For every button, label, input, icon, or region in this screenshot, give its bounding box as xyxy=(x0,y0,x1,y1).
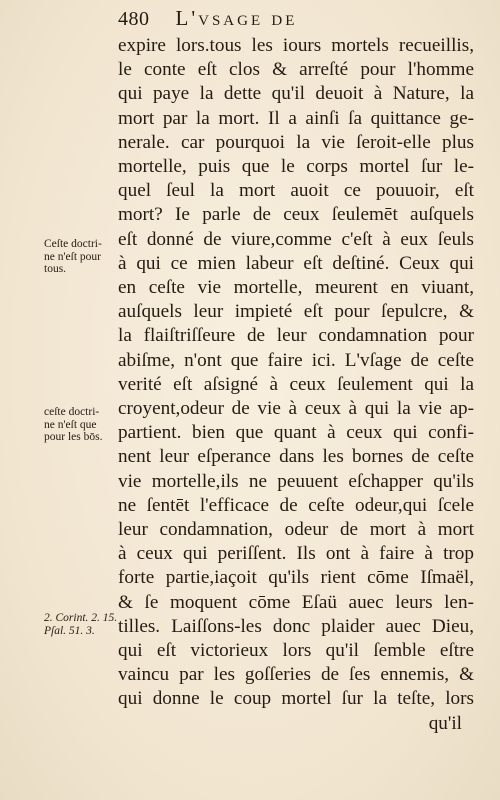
margin-note-citation xyxy=(44,612,126,637)
margin-note-line: ne n'eſt pour xyxy=(44,250,102,263)
text-line: abiſme, n'ont que faire ici. L'vſage de ceſte xyxy=(118,349,474,371)
text-line: vie mortelle,ils ne peuuent eſchapper qu'ils xyxy=(118,470,474,492)
margin-note-line: Pſal. 51. 3. xyxy=(44,624,95,637)
text-line: nent leur eſperance dans les bornes de ceſte xyxy=(118,446,474,468)
text-line: qui donne le coup mortel ſur la teſte, lors xyxy=(118,688,474,710)
text-line: mortelle, puis que le corps mortel ſur le- xyxy=(118,156,474,178)
text-line: croyent,odeur de vie à ceux à qui la vie ap- xyxy=(118,398,474,420)
text-line: partient. bien que quant à ceux qui confi- xyxy=(118,422,474,444)
text-line: le conte eſt clos & arreſté pour l'homme xyxy=(118,59,474,81)
text-line: leur condamnation, odeur de mort à mort xyxy=(118,519,474,541)
text-line: vaincu par les goſſeries de ſes ennemis, & xyxy=(118,664,474,686)
text-line: & ſe moquent cōme Eſaü auec leurs len- xyxy=(118,591,474,613)
text-line: nerale. car pourquoi la vie ſeroit-elle plus xyxy=(118,131,474,153)
text-line: en ceſte vie mortelle, meurent en viuant, xyxy=(118,277,474,299)
text-line: à qui ce mien labeur eſt deſtiné. Ceux qui xyxy=(118,252,474,274)
margin-note-line: ne n'eſt que xyxy=(44,418,97,431)
text-line: ne ſentēt l'efficace de ceſte odeur,qui ſcele xyxy=(118,494,474,516)
text-line: verité eſt aſsigné à ceux ſeulement qui la xyxy=(118,373,474,395)
text-line: eſt donné de viure,comme c'eſt à eux ſeuls xyxy=(118,228,474,250)
text-line: auſquels leur impieté eſt pour ſepulcre, & xyxy=(118,301,474,323)
text-line: qui paye la dette qu'il deuoit à Nature, la xyxy=(118,83,474,105)
margin-note xyxy=(44,406,126,444)
text-line: quel ſeul la mort auoit ce pouuoir, eſt xyxy=(118,180,474,202)
text-line: expire lors.tous les iours mortels recueillis, xyxy=(118,35,474,56)
catchword: qu'il xyxy=(428,712,462,734)
page-header xyxy=(118,6,470,34)
margin-note-line: pour les bōs. xyxy=(44,431,103,443)
text-line: forte partie,iaçoit qu'ils rient cōme Iſmaël, xyxy=(118,567,474,589)
text-line: mort? Ie parle de ceux ſeulemēt auſquels xyxy=(118,204,474,226)
text-line: tilles. Laiſſons-les donc plaider auec Dieu, xyxy=(118,615,474,637)
margin-note-line: tous. xyxy=(44,263,67,275)
text-line: mort par la mort. Il a ainſi ſa quittance ge- xyxy=(118,107,474,129)
text-line: la flaiſtriſſeure de leur condamnation pour xyxy=(118,325,474,347)
text-line: qui eſt victorieux lors qu'il ſemble eſtre xyxy=(118,640,474,662)
body-text xyxy=(118,34,474,736)
margin-note xyxy=(44,238,126,276)
page-number: 480 xyxy=(118,8,150,30)
text-line: à ceux qui periſſent. Ils ont à faire à trop xyxy=(118,543,474,565)
margin-note-line: ceſte doctri- xyxy=(44,406,100,418)
margin-note-line: 2. Corint. 2. 15. xyxy=(44,612,118,624)
running-title: L'vsage de xyxy=(175,6,298,30)
margin-note-line: Ceſte doctri- xyxy=(44,238,102,250)
